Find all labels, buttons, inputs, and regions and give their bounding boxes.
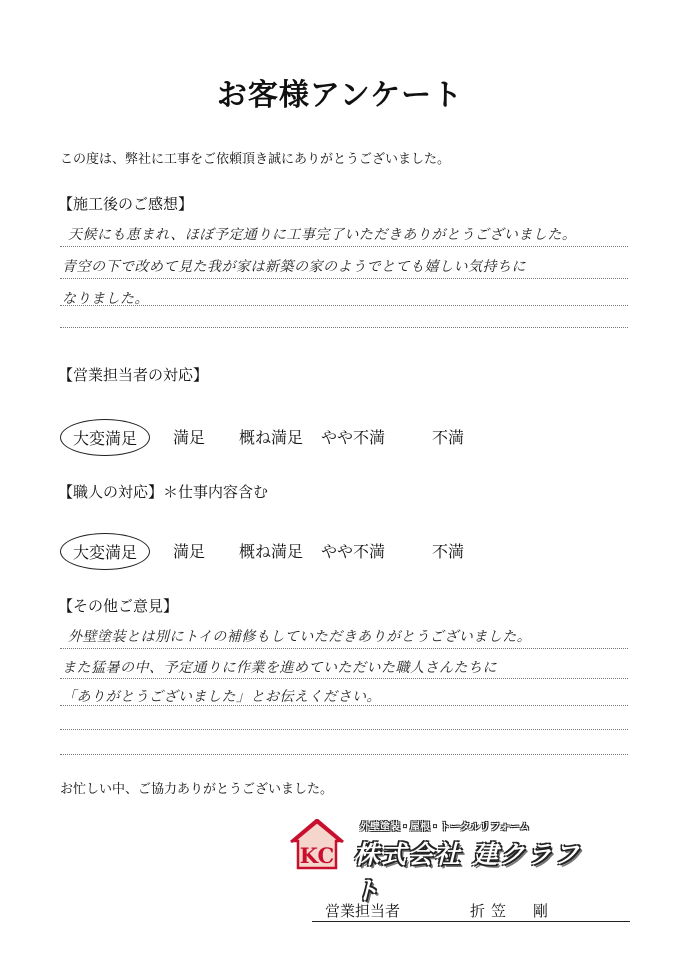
- sales-option-very-satisfied[interactable]: 大変満足: [60, 419, 150, 456]
- logo-company-name: 株式会社 建クラフト: [354, 840, 581, 905]
- impression-line-1: 天候にも恵まれ、ほぼ予定通りに工事完了いただきありがとうございました。: [68, 227, 577, 243]
- answer-line: [60, 729, 628, 730]
- craftsman-option-somewhat-dissatisfied[interactable]: やや不満: [321, 542, 386, 561]
- page-title: お客様アンケート: [216, 78, 464, 113]
- answer-line: [60, 705, 628, 706]
- answer-line: [60, 278, 628, 279]
- answer-line: [60, 246, 628, 247]
- company-logo: [290, 815, 590, 905]
- craftsman-heading: 【職人の対応】＊仕事内容含む: [58, 483, 269, 501]
- logo-tagline: 外壁塗装・屋根・トータルリフォーム: [360, 822, 530, 833]
- intro-text: この度は、弊社に工事をご依頼頂き誠にありがとうございました。: [60, 152, 451, 167]
- sales-rep-label: 営業担当者: [325, 902, 401, 920]
- other-heading: 【その他ご意見】: [58, 597, 179, 615]
- sales-option-somewhat-dissatisfied[interactable]: やや不満: [321, 428, 386, 447]
- svg-text:KC: KC: [299, 843, 335, 868]
- impression-heading: 【施工後のご感想】: [58, 195, 194, 213]
- craftsman-option-very-satisfied[interactable]: 大変満足: [60, 533, 150, 570]
- kc-house-icon: [290, 819, 344, 871]
- sales-heading: 【営業担当者の対応】: [58, 366, 209, 384]
- sales-option-satisfied[interactable]: 満足: [173, 428, 206, 447]
- other-line-2: また猛暑の中、予定通りに作業を進めていただいた職人さんたちに: [62, 660, 497, 676]
- closing-text: お忙しい中、ご協力ありがとうございました。: [60, 782, 334, 797]
- craftsman-option-dissatisfied[interactable]: 不満: [432, 542, 465, 561]
- other-line-1: 外壁塗装とは別にトイの補修もしていただきありがとうございました。: [68, 629, 532, 645]
- sales-rep-name: 折笠 剛: [470, 902, 555, 920]
- answer-line: [60, 754, 628, 755]
- other-line-3: 「ありがとうございました」とお伝えください。: [62, 689, 381, 705]
- impression-line-2: 青空の下で改めて見た我が家は新築の家のようでとても嬉しい気持ちに: [62, 259, 526, 275]
- answer-line: [60, 678, 628, 679]
- answer-line: [60, 648, 628, 649]
- craftsman-option-mostly-satisfied[interactable]: 概ね満足: [239, 542, 304, 561]
- signature-line: [312, 921, 630, 922]
- answer-line: [60, 327, 628, 328]
- sales-option-mostly-satisfied[interactable]: 概ね満足: [239, 428, 304, 447]
- impression-line-3: なりました。: [62, 291, 149, 307]
- sales-option-dissatisfied[interactable]: 不満: [432, 428, 465, 447]
- craftsman-option-satisfied[interactable]: 満足: [173, 542, 206, 561]
- answer-line: [60, 305, 628, 306]
